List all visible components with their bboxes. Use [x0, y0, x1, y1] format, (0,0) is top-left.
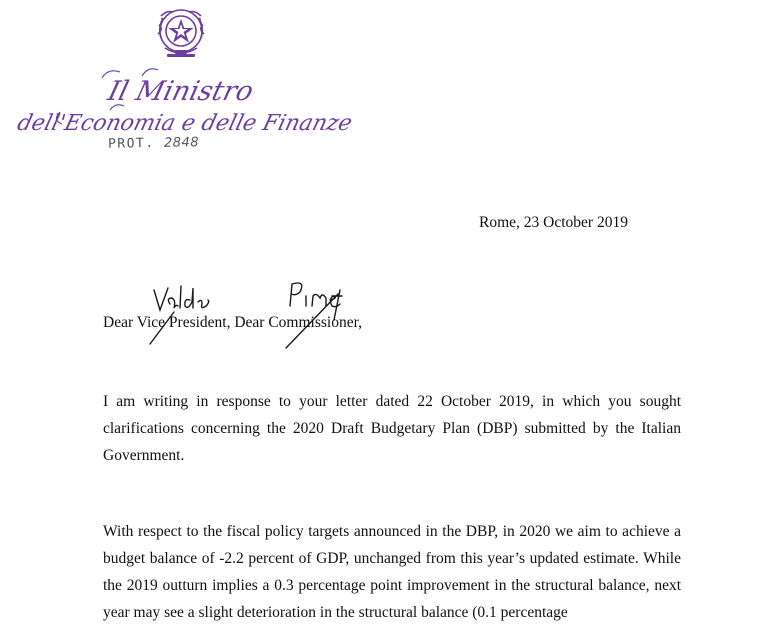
italian-republic-emblem-icon — [153, 4, 209, 62]
salutation: Dear Vice President, Dear Commissioner, — [103, 314, 363, 331]
protocol-number: 2848 — [163, 135, 200, 151]
body-paragraph: With respect to the fiscal policy targets announced in the DBP, in 2020 we aim to achieve a budget balance of -2.2 percent of GDP, unchanged from this year’s updated estimate. While the 2019 outturn implies a 0.3 percentage point improvement in the structural balance, next year may see a slight deterioration in the structural balance (0.1 percentage — [103, 523, 681, 621]
protocol-label: PROT. — [107, 135, 155, 152]
svg-text:Il Ministro: Il Ministro — [104, 76, 257, 107]
body-paragraph: I am writing in response to your letter dated 22 October 2019, in which you sought clarifications concerning the 2020 Draft Budgetary Plan (DBP) submitted by the Italian Government. — [103, 393, 681, 464]
ministry-calligraphy-logo — [14, 62, 355, 137]
handwritten-signature-pierre — [276, 276, 356, 350]
letter-date: Rome, 23 October 2019 — [479, 214, 628, 231]
handwritten-signature-valdis — [140, 282, 220, 348]
svg-text:dell'Economia e delle Finanze: dell'Economia e delle Finanze — [14, 110, 355, 136]
protocol-stamp — [108, 135, 199, 152]
